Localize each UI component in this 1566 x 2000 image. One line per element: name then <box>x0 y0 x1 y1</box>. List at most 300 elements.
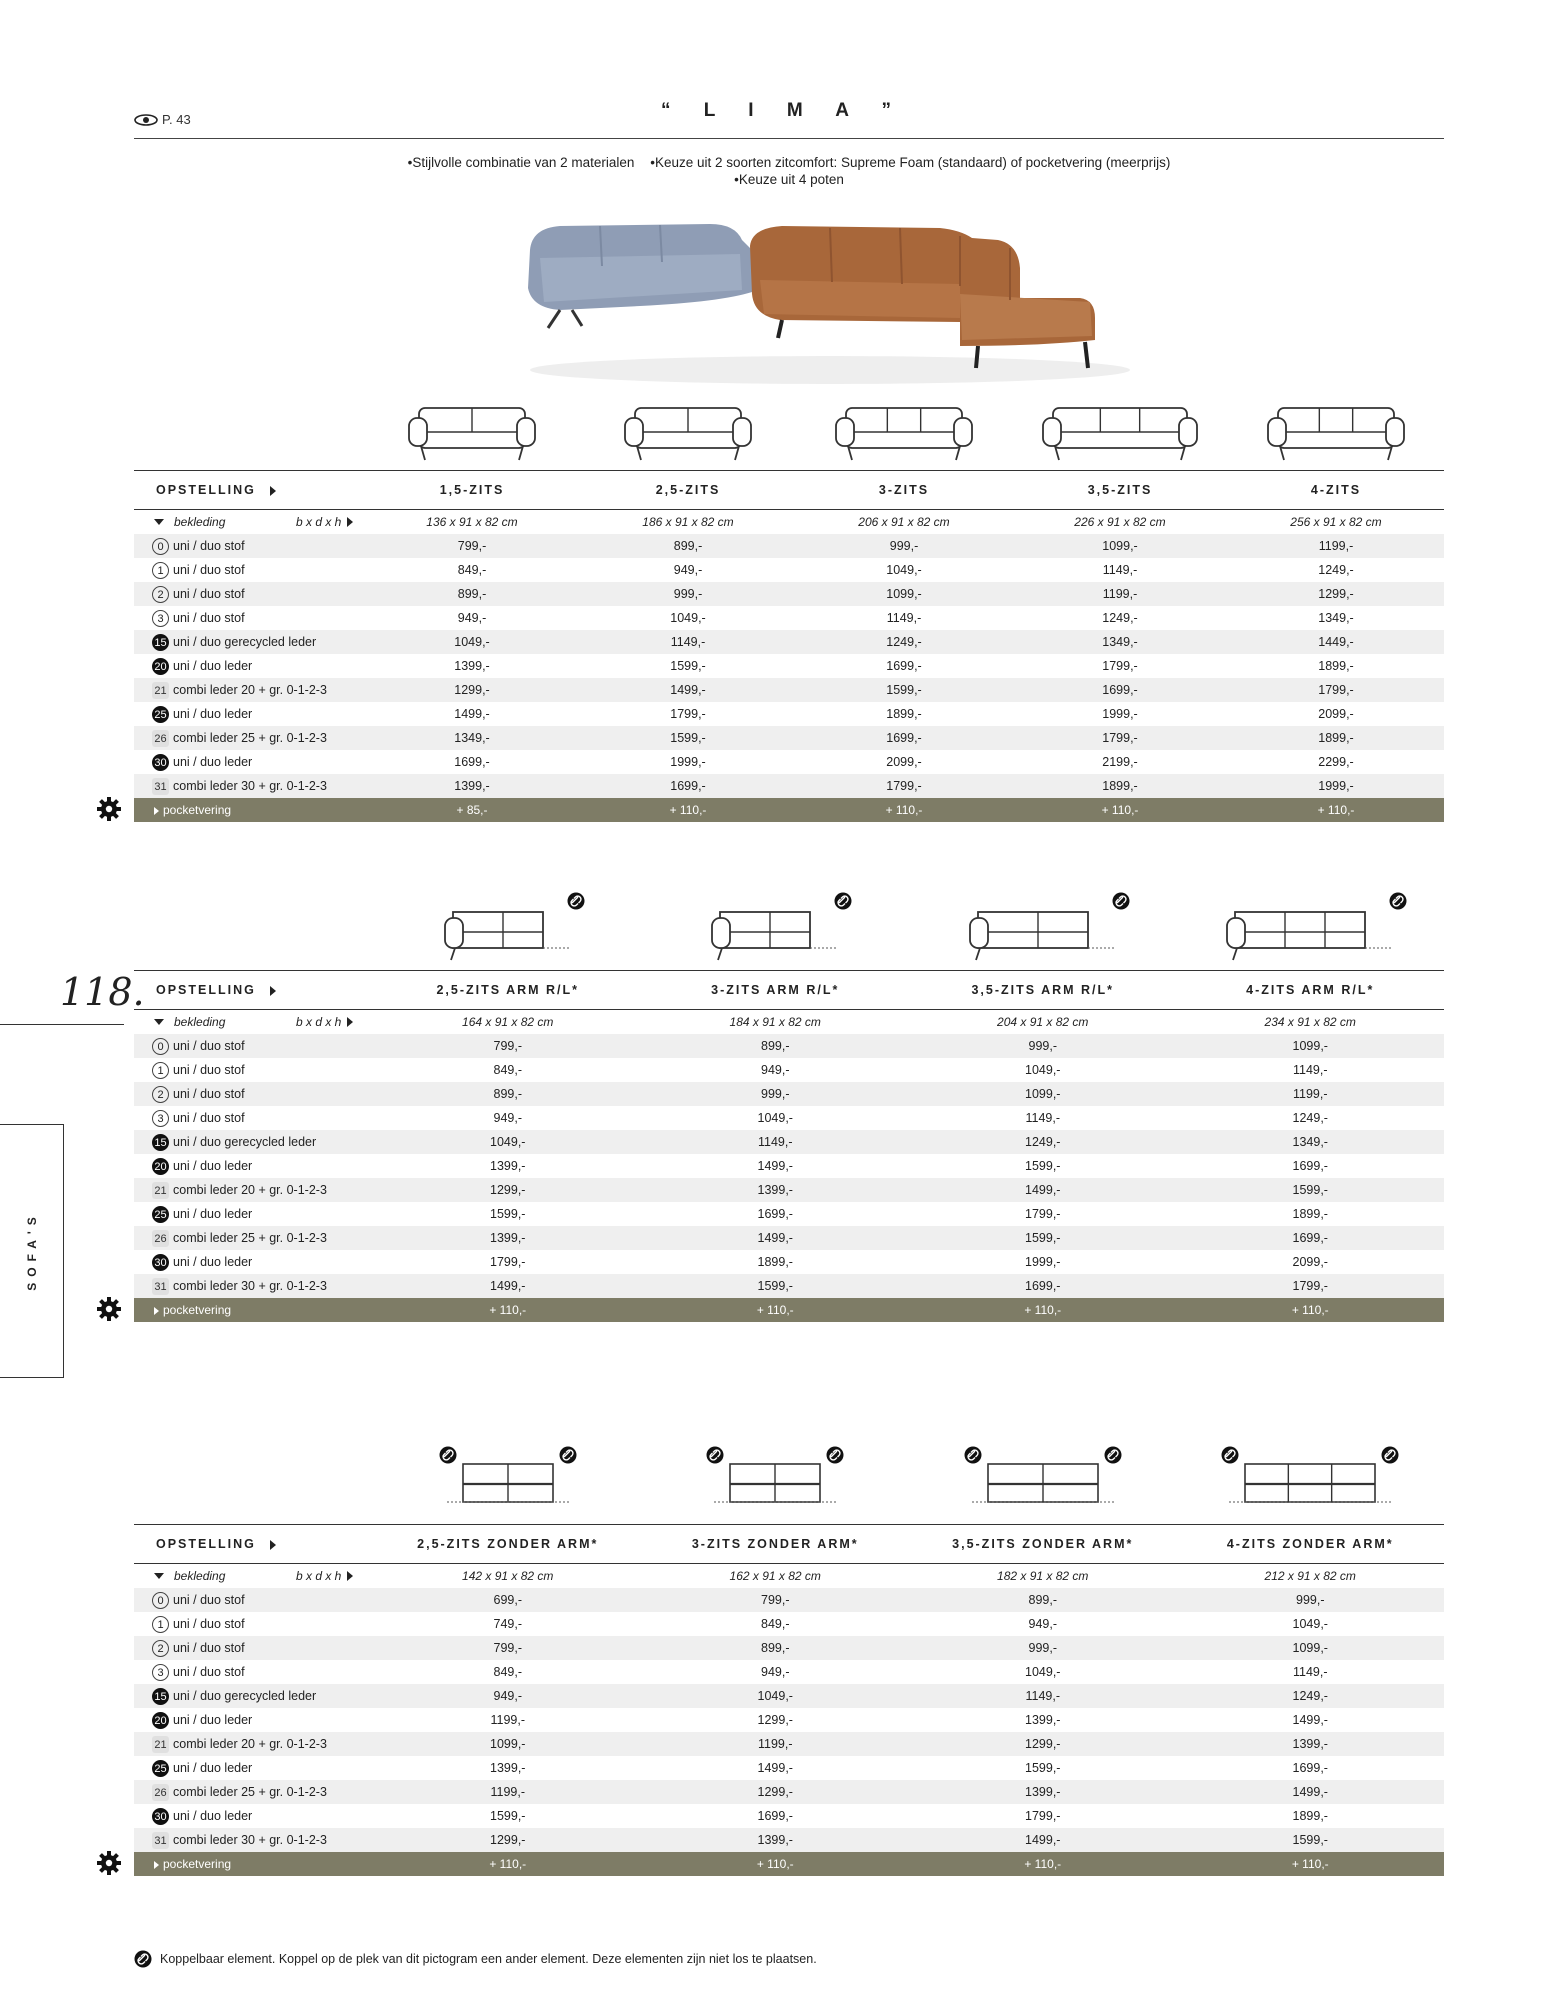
fabric-group-label <box>152 630 316 654</box>
price-cell: 899,- <box>457 587 487 601</box>
fabric-group-label <box>152 726 327 750</box>
price-row <box>134 774 1444 798</box>
triangle-right-icon <box>347 1571 353 1581</box>
gear-icon[interactable] <box>96 1296 122 1322</box>
price-cell: 999,- <box>1028 1039 1057 1053</box>
fabric-group-text: combi leder 25 + gr. 0-1-2-3 <box>173 1785 327 1799</box>
fabric-group-label <box>152 1178 327 1202</box>
pocketvering-price: + 110,- <box>669 803 707 817</box>
fabric-group-text: uni / duo gerecycled leder <box>173 635 317 649</box>
price-row <box>134 750 1444 774</box>
footnote <box>134 1950 817 1968</box>
fabric-group-label <box>152 534 245 558</box>
price-cell: 1499,- <box>1025 1183 1061 1197</box>
price-cell: 1149,- <box>1025 1111 1060 1125</box>
price-cell: 1149,- <box>1102 563 1138 577</box>
price-cell: 1249,- <box>1102 611 1138 625</box>
fabric-group-text: uni / duo leder <box>173 1207 253 1221</box>
price-cell: 1699,- <box>886 659 922 673</box>
price-cell: 1599,- <box>490 1809 526 1823</box>
fabric-group-text: uni / duo stof <box>173 611 245 625</box>
dimension-unit-label[interactable] <box>296 510 353 534</box>
price-cell: 1149,- <box>886 611 922 625</box>
pocketvering-price: + 110,- <box>1317 803 1355 817</box>
link-icon[interactable] <box>567 892 585 915</box>
price-row <box>134 1106 1444 1130</box>
price-row <box>134 1660 1444 1684</box>
price-cell: 1799,- <box>1318 683 1354 697</box>
link-icon[interactable] <box>706 1446 724 1469</box>
price-cell: 1699,- <box>670 779 706 793</box>
dimension-unit-text: b x d x h <box>296 1015 342 1029</box>
pocketvering-label[interactable]: pocketvering <box>154 798 231 822</box>
column-header: 2,5-ZITS ZONDER ARM* <box>417 1537 599 1551</box>
dimension-value: 234 x 91 x 82 cm <box>1264 1015 1356 1029</box>
sofa-icons-row <box>134 1430 1444 1524</box>
fabric-group-badge: 25 <box>152 1760 169 1777</box>
fabric-group-text: combi leder 30 + gr. 0-1-2-3 <box>173 1279 327 1293</box>
section-tab-label: SOFA'S <box>24 1211 39 1291</box>
fabric-group-label <box>152 1106 245 1130</box>
fabric-group-label <box>152 1708 252 1732</box>
triangle-down-icon <box>154 1573 164 1579</box>
fabric-group-text: uni / duo stof <box>173 1039 245 1053</box>
price-row <box>134 1588 1444 1612</box>
price-cell: 1099,- <box>1025 1087 1061 1101</box>
price-cell: 1999,- <box>1102 707 1138 721</box>
bekleding-label[interactable] <box>154 1010 225 1034</box>
pocketvering-price: + 110,- <box>1024 1857 1062 1871</box>
column-header: 3,5-ZITS ARM R/L* <box>971 983 1115 997</box>
fabric-group-label <box>152 1828 327 1852</box>
dimension-value: 142 x 91 x 82 cm <box>462 1569 554 1583</box>
fabric-group-label <box>152 1612 245 1636</box>
dimension-unit-label[interactable] <box>296 1564 353 1588</box>
price-row <box>134 1082 1444 1106</box>
fabric-group-text: uni / duo leder <box>173 659 253 673</box>
price-cell: 849,- <box>493 1665 522 1679</box>
price-cell: 1049,- <box>1292 1617 1328 1631</box>
pocketvering-price: + 85,- <box>456 803 488 817</box>
fabric-group-text: uni / duo stof <box>173 1063 245 1077</box>
price-cell: 849,- <box>761 1617 790 1631</box>
page-number-rule <box>0 1024 124 1025</box>
price-cell: 799,- <box>493 1039 522 1053</box>
fabric-group-badge: 1 <box>152 1616 169 1633</box>
fabric-group-badge: 21 <box>152 1736 169 1753</box>
price-cell: 949,- <box>493 1111 522 1125</box>
link-icon[interactable] <box>559 1446 577 1469</box>
fabric-group-badge: 0 <box>152 538 169 555</box>
price-cell: 949,- <box>761 1063 790 1077</box>
price-cell: 1049,- <box>886 563 922 577</box>
price-cell: 1499,- <box>1025 1833 1061 1847</box>
fabric-group-text: uni / duo leder <box>173 1255 253 1269</box>
price-row <box>134 1684 1444 1708</box>
pocketvering-price: + 110,- <box>1024 1303 1062 1317</box>
bekleding-text: bekleding <box>174 1569 226 1583</box>
price-cell: 1299,- <box>1318 587 1354 601</box>
column-header: 3-ZITS ARM R/L* <box>711 983 840 997</box>
fabric-group-label <box>152 1732 327 1756</box>
price-cell: 1299,- <box>757 1785 793 1799</box>
price-cell: 1149,- <box>1292 1665 1328 1679</box>
fabric-group-text: uni / duo leder <box>173 707 253 721</box>
fabric-group-text: combi leder 25 + gr. 0-1-2-3 <box>173 1231 327 1245</box>
fabric-group-label <box>152 1660 245 1684</box>
price-cell: 1899,- <box>757 1255 793 1269</box>
link-icon[interactable] <box>439 1446 457 1469</box>
fabric-group-badge: 3 <box>152 610 169 627</box>
fabric-group-text: uni / duo stof <box>173 1617 245 1631</box>
price-cell: 1499,- <box>757 1231 793 1245</box>
price-cell: 1249,- <box>1025 1135 1061 1149</box>
price-cell: 1199,- <box>1318 539 1354 553</box>
price-cell: 1099,- <box>1292 1641 1328 1655</box>
price-cell: 899,- <box>493 1087 522 1101</box>
fabric-group-label <box>152 1804 252 1828</box>
fabric-group-text: uni / duo stof <box>173 563 245 577</box>
price-cell: 1499,- <box>1292 1785 1328 1799</box>
price-cell: 799,- <box>457 539 487 553</box>
price-row <box>134 1058 1444 1082</box>
column-header: 2,5-ZITS ARM R/L* <box>436 983 580 997</box>
price-cell: 1049,- <box>1025 1665 1061 1679</box>
dimension-unit-text: b x d x h <box>296 515 342 529</box>
dimension-value: 256 x 91 x 82 cm <box>1290 515 1382 529</box>
sofa-configuration-icon <box>834 402 974 471</box>
sofa-configuration-icon <box>443 902 573 971</box>
page-reference-text: P. 43 <box>162 112 191 127</box>
price-cell: 1099,- <box>1102 539 1138 553</box>
fabric-group-badge: 2 <box>152 586 169 603</box>
column-header: 1,5-ZITS <box>439 483 505 497</box>
price-cell: 1399,- <box>490 1761 526 1775</box>
price-cell: 1799,- <box>1292 1279 1328 1293</box>
price-cell: 1599,- <box>1025 1231 1061 1245</box>
fabric-group-text: uni / duo stof <box>173 1111 245 1125</box>
price-cell: 799,- <box>761 1593 790 1607</box>
price-cell: 1899,- <box>1318 659 1354 673</box>
price-cell: 849,- <box>457 563 487 577</box>
price-row <box>134 1130 1444 1154</box>
section-tab[interactable] <box>0 1124 64 1378</box>
bekleding-label[interactable] <box>154 1564 225 1588</box>
link-icon[interactable] <box>1112 892 1130 915</box>
price-cell: 1249,- <box>1292 1689 1328 1703</box>
column-header: 2,5-ZITS <box>655 483 721 497</box>
table-header-row <box>134 1524 1444 1564</box>
opstelling-label[interactable]: OPSTELLING <box>156 1525 276 1563</box>
price-row <box>134 1274 1444 1298</box>
footnote-text: Koppelbaar element. Koppel op de plek van dit pictogram een ander element. Deze elementen zijn niet los te plaatsen. <box>160 1952 817 1966</box>
price-cell: 1899,- <box>1318 731 1354 745</box>
price-row <box>134 1154 1444 1178</box>
fabric-group-badge: 3 <box>152 1110 169 1127</box>
price-cell: 1399,- <box>490 1159 526 1173</box>
price-cell: 1799,- <box>1102 731 1138 745</box>
fabric-group-label <box>152 558 245 582</box>
price-cell: 1699,- <box>1292 1761 1328 1775</box>
dimensions-row <box>134 510 1444 534</box>
sofa-photo <box>520 210 1140 390</box>
fabric-group-text: uni / duo gerecycled leder <box>173 1135 317 1149</box>
price-cell: 1499,- <box>757 1159 793 1173</box>
price-cell: 999,- <box>889 539 919 553</box>
fabric-group-badge: 15 <box>152 1134 169 1151</box>
dimension-unit-text: b x d x h <box>296 1569 342 1583</box>
column-header: 4-ZITS <box>1310 483 1362 497</box>
column-header: 4-ZITS ZONDER ARM* <box>1226 1537 1394 1551</box>
price-cell: 849,- <box>493 1063 522 1077</box>
price-cell: 1049,- <box>670 611 706 625</box>
fabric-group-text: combi leder 25 + gr. 0-1-2-3 <box>173 731 327 745</box>
price-cell: 1299,- <box>1025 1737 1061 1751</box>
price-cell: 1149,- <box>1292 1063 1328 1077</box>
price-cell: 1499,- <box>670 683 706 697</box>
price-cell: 1799,- <box>490 1255 526 1269</box>
fabric-group-badge: 21 <box>152 682 169 699</box>
price-row <box>134 1756 1444 1780</box>
fabric-group-badge: 20 <box>152 658 169 675</box>
fabric-group-badge: 30 <box>152 754 169 771</box>
fabric-group-label <box>152 1636 245 1660</box>
dimension-unit-label[interactable] <box>296 1010 353 1034</box>
fabric-group-label <box>152 1780 327 1804</box>
sofa-configuration-icon <box>968 1456 1118 1525</box>
opstelling-label[interactable]: OPSTELLING <box>156 971 276 1009</box>
table-header-row <box>134 470 1444 510</box>
fabric-group-text: uni / duo stof <box>173 1665 245 1679</box>
fabric-group-label <box>152 1034 245 1058</box>
price-cell: 1899,- <box>886 707 922 721</box>
price-cell: 799,- <box>493 1641 522 1655</box>
price-cell: 1049,- <box>757 1111 793 1125</box>
price-cell: 1399,- <box>1025 1713 1061 1727</box>
price-cell: 949,- <box>1028 1617 1057 1631</box>
fabric-group-badge: 26 <box>152 730 169 747</box>
fabric-group-badge: 2 <box>152 1640 169 1657</box>
price-cell: 999,- <box>1028 1641 1057 1655</box>
price-cell: 2299,- <box>1318 755 1354 769</box>
fabric-group-badge: 31 <box>152 1832 169 1849</box>
price-cell: 1699,- <box>757 1207 793 1221</box>
fabric-group-text: uni / duo gerecycled leder <box>173 1689 317 1703</box>
price-row <box>134 1226 1444 1250</box>
bekleding-label[interactable] <box>154 510 225 534</box>
price-cell: 1699,- <box>886 731 922 745</box>
pocketvering-price: + 110,- <box>756 1857 794 1871</box>
sofa-configuration-icon <box>710 1456 840 1525</box>
link-icon[interactable] <box>834 892 852 915</box>
fabric-group-label <box>152 1226 327 1250</box>
price-cell: 1799,- <box>1025 1207 1061 1221</box>
price-row <box>134 582 1444 606</box>
dimension-value: 182 x 91 x 82 cm <box>997 1569 1089 1583</box>
price-cell: 1049,- <box>757 1689 793 1703</box>
price-row <box>134 1034 1444 1058</box>
fabric-group-badge: 20 <box>152 1712 169 1729</box>
fabric-group-badge: 31 <box>152 1278 169 1295</box>
dimension-value: 212 x 91 x 82 cm <box>1264 1569 1356 1583</box>
dimension-value: 162 x 91 x 82 cm <box>729 1569 821 1583</box>
pocketvering-row[interactable] <box>134 798 1444 822</box>
link-icon[interactable] <box>1381 1446 1399 1469</box>
fabric-group-label <box>152 1756 252 1780</box>
price-cell: 1249,- <box>886 635 922 649</box>
link-icon[interactable] <box>964 1446 982 1469</box>
triangle-right-icon <box>347 517 353 527</box>
pocketvering-label[interactable]: pocketvering <box>154 1298 231 1322</box>
price-cell: 899,- <box>1028 1593 1057 1607</box>
price-cell: 1349,- <box>1292 1135 1328 1149</box>
price-cell: 1399,- <box>454 659 490 673</box>
price-row <box>134 1780 1444 1804</box>
sofa-configuration-icon <box>623 402 753 471</box>
price-cell: 1299,- <box>454 683 490 697</box>
price-cell: 1699,- <box>1292 1231 1328 1245</box>
price-cell: 1399,- <box>454 779 490 793</box>
fabric-group-badge: 30 <box>152 1254 169 1271</box>
price-cell: 899,- <box>761 1039 790 1053</box>
price-cell: 1049,- <box>454 635 490 649</box>
product-title: “ L I M A ” <box>660 100 906 121</box>
price-cell: 1599,- <box>1025 1159 1061 1173</box>
pocketvering-row[interactable] <box>134 1298 1444 1322</box>
price-cell: 1399,- <box>757 1833 793 1847</box>
price-cell: 1249,- <box>1292 1111 1328 1125</box>
fabric-group-text: combi leder 20 + gr. 0-1-2-3 <box>173 683 327 697</box>
sofa-configuration-icon <box>1225 902 1395 971</box>
price-cell: 1349,- <box>1102 635 1138 649</box>
link-icon[interactable] <box>826 1446 844 1469</box>
title-divider <box>134 138 1444 139</box>
price-cell: 1199,- <box>490 1785 525 1799</box>
table-header-row <box>134 970 1444 1010</box>
fabric-group-badge: 2 <box>152 1086 169 1103</box>
sofa-configuration-icon <box>710 902 840 971</box>
fabric-group-text: uni / duo stof <box>173 1641 245 1655</box>
price-row <box>134 678 1444 702</box>
fabric-group-badge: 25 <box>152 706 169 723</box>
price-cell: 1899,- <box>1102 779 1138 793</box>
price-cell: 1599,- <box>886 683 922 697</box>
fabric-group-text: combi leder 30 + gr. 0-1-2-3 <box>173 1833 327 1847</box>
price-cell: 1499,- <box>454 707 490 721</box>
price-cell: 2099,- <box>1292 1255 1328 1269</box>
price-cell: 1899,- <box>1292 1207 1328 1221</box>
fabric-group-label <box>152 654 252 678</box>
sofa-configuration-icon <box>1266 402 1406 471</box>
price-row <box>134 1178 1444 1202</box>
price-cell: 1499,- <box>490 1279 526 1293</box>
pocketvering-price: + 110,- <box>885 803 923 817</box>
price-cell: 1699,- <box>1102 683 1138 697</box>
price-cell: 1599,- <box>1292 1183 1328 1197</box>
column-header: 4-ZITS ARM R/L* <box>1246 983 1375 997</box>
price-cell: 999,- <box>1296 1593 1325 1607</box>
link-icon[interactable] <box>1104 1446 1122 1469</box>
price-cell: 999,- <box>761 1087 790 1101</box>
dimension-value: 204 x 91 x 82 cm <box>997 1015 1089 1029</box>
fabric-group-label <box>152 1588 245 1612</box>
link-icon[interactable] <box>1221 1446 1239 1469</box>
fabric-group-text: uni / duo leder <box>173 755 253 769</box>
fabric-group-badge: 30 <box>152 1808 169 1825</box>
feature-item: • Keuze uit 4 poten <box>734 171 844 188</box>
price-cell: 2099,- <box>886 755 922 769</box>
fabric-group-badge: 21 <box>152 1182 169 1199</box>
column-header: 3,5-ZITS ZONDER ARM* <box>952 1537 1134 1551</box>
price-row <box>134 1202 1444 1226</box>
price-cell: 1599,- <box>670 659 706 673</box>
gear-icon[interactable] <box>96 796 122 822</box>
gear-icon[interactable] <box>96 1850 122 1876</box>
price-cell: 1799,- <box>1025 1809 1061 1823</box>
fabric-group-label <box>152 1274 327 1298</box>
fabric-group-label <box>152 1202 252 1226</box>
bekleding-text: bekleding <box>174 1015 226 1029</box>
price-cell: 1699,- <box>454 755 490 769</box>
fabric-group-label <box>152 582 245 606</box>
price-cell: 2199,- <box>1102 755 1138 769</box>
dimension-value: 184 x 91 x 82 cm <box>729 1015 821 1029</box>
price-cell: 1099,- <box>1292 1039 1328 1053</box>
link-icon[interactable] <box>1389 892 1407 915</box>
price-cell: 949,- <box>493 1689 522 1703</box>
sofa-configuration-icon <box>1225 1456 1395 1525</box>
sofa-configuration-icon <box>443 1456 573 1525</box>
fabric-group-badge: 26 <box>152 1784 169 1801</box>
column-header: 3-ZITS ZONDER ARM* <box>691 1537 859 1551</box>
pocketvering-price: + 110,- <box>1291 1303 1329 1317</box>
price-cell: 1399,- <box>1292 1737 1328 1751</box>
sofa-configuration-icon <box>1041 402 1199 471</box>
fabric-group-text: uni / duo stof <box>173 539 245 553</box>
price-cell: 1299,- <box>757 1713 793 1727</box>
price-cell: 1499,- <box>757 1761 793 1775</box>
price-row <box>134 1250 1444 1274</box>
column-header: 3-ZITS <box>878 483 930 497</box>
price-cell: 1399,- <box>490 1231 526 1245</box>
pocketvering-price: + 110,- <box>1101 803 1139 817</box>
price-cell: 1199,- <box>757 1737 793 1751</box>
fabric-group-text: uni / duo stof <box>173 1087 245 1101</box>
pocketvering-row[interactable] <box>134 1852 1444 1876</box>
opstelling-label[interactable]: OPSTELLING <box>156 471 276 509</box>
fabric-group-text: combi leder 20 + gr. 0-1-2-3 <box>173 1183 327 1197</box>
pocketvering-label[interactable]: pocketvering <box>154 1852 231 1876</box>
price-cell: 2099,- <box>1318 707 1354 721</box>
sofa-icons-row <box>134 400 1444 470</box>
price-cell: 949,- <box>457 611 487 625</box>
price-row <box>134 534 1444 558</box>
pocketvering-price: + 110,- <box>756 1303 794 1317</box>
price-cell: 1599,- <box>670 731 706 745</box>
price-cell: 1899,- <box>1292 1809 1328 1823</box>
price-cell: 899,- <box>761 1641 790 1655</box>
price-cell: 1599,- <box>1292 1833 1328 1847</box>
fabric-group-label <box>152 1082 245 1106</box>
price-cell: 1799,- <box>1102 659 1138 673</box>
price-table-no-arm <box>134 1430 1444 1870</box>
fabric-group-label <box>152 606 245 630</box>
fabric-group-text: uni / duo leder <box>173 1713 253 1727</box>
dimensions-row <box>134 1564 1444 1588</box>
price-cell: 1699,- <box>757 1809 793 1823</box>
price-cell: 1199,- <box>1102 587 1138 601</box>
fabric-group-label <box>152 1130 316 1154</box>
